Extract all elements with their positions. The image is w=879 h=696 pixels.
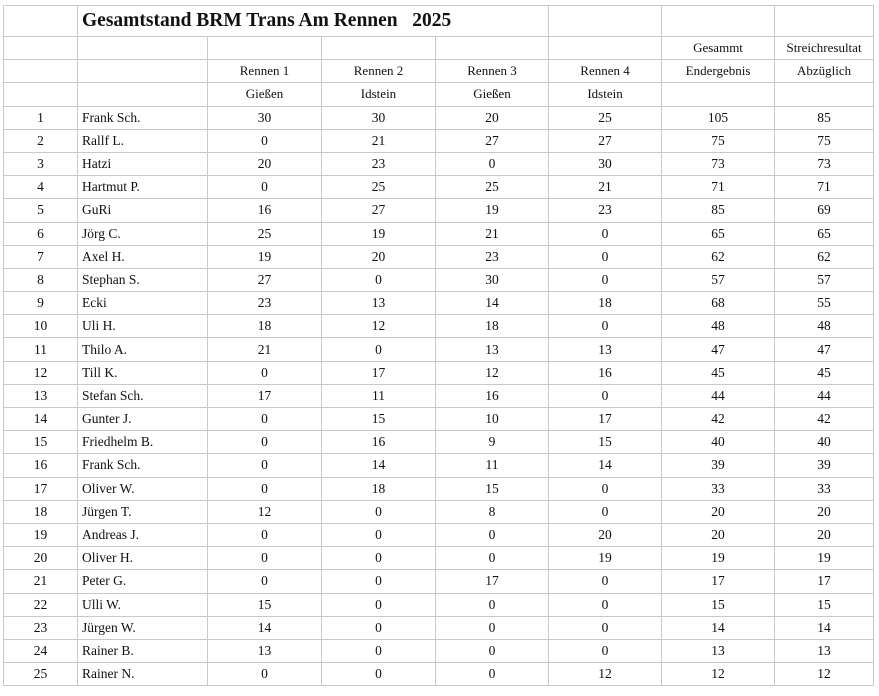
race-4-location[interactable]: Idstein — [549, 83, 662, 106]
race-3-points[interactable]: 8 — [436, 500, 549, 523]
title-row — [4, 6, 874, 37]
rank-cell[interactable]: 6 — [4, 222, 78, 245]
race-3-points[interactable]: 23 — [436, 245, 549, 268]
total-points[interactable]: 75 — [662, 129, 775, 152]
race-3-points[interactable]: 0 — [436, 639, 549, 662]
race-3-points[interactable]: 0 — [436, 547, 549, 570]
name-cell[interactable]: Axel H. — [78, 245, 208, 268]
race-4-points[interactable]: 25 — [549, 106, 662, 129]
table-row — [4, 431, 874, 454]
race-4-points[interactable]: 18 — [549, 292, 662, 315]
name-cell[interactable]: Uli H. — [78, 315, 208, 338]
table-row — [4, 292, 874, 315]
cell[interactable] — [322, 37, 436, 60]
rank-cell[interactable]: 19 — [4, 523, 78, 546]
strike-points[interactable]: 65 — [775, 222, 874, 245]
strike-header-top[interactable]: Streichresultat — [775, 37, 874, 60]
name-cell[interactable]: GuRi — [78, 199, 208, 222]
rank-cell[interactable]: 13 — [4, 384, 78, 407]
cell[interactable] — [549, 37, 662, 60]
race-1-points[interactable]: 30 — [208, 106, 322, 129]
race-3-points[interactable]: 19 — [436, 199, 549, 222]
total-points[interactable]: 15 — [662, 593, 775, 616]
name-cell[interactable]: Ecki — [78, 292, 208, 315]
total-points[interactable]: 42 — [662, 408, 775, 431]
table-row — [4, 454, 874, 477]
race-1-points[interactable]: 18 — [208, 315, 322, 338]
table-row — [4, 268, 874, 291]
race-1-location[interactable]: Gießen — [208, 83, 322, 106]
rank-cell[interactable]: 11 — [4, 338, 78, 361]
table-row — [4, 547, 874, 570]
race-1-points[interactable]: 0 — [208, 523, 322, 546]
race-4-points[interactable]: 19 — [549, 547, 662, 570]
strike-points[interactable]: 69 — [775, 199, 874, 222]
race-3-points[interactable]: 0 — [436, 663, 549, 686]
strike-points[interactable]: 17 — [775, 570, 874, 593]
race-3-points[interactable]: 0 — [436, 523, 549, 546]
race-1-points[interactable]: 0 — [208, 454, 322, 477]
cell[interactable] — [662, 6, 775, 37]
race-4-points[interactable]: 0 — [549, 222, 662, 245]
strike-points[interactable]: 45 — [775, 361, 874, 384]
strike-points[interactable]: 20 — [775, 500, 874, 523]
race-1-points[interactable]: 0 — [208, 477, 322, 500]
race-1-points[interactable]: 16 — [208, 199, 322, 222]
race-4-points[interactable]: 30 — [549, 152, 662, 175]
race-2-points[interactable]: 23 — [322, 152, 436, 175]
total-points[interactable]: 71 — [662, 176, 775, 199]
total-points[interactable]: 12 — [662, 663, 775, 686]
race-1-points[interactable]: 23 — [208, 292, 322, 315]
total-points[interactable]: 20 — [662, 523, 775, 546]
strike-header[interactable]: Abzüglich — [775, 60, 874, 83]
name-cell[interactable]: Stefan Sch. — [78, 384, 208, 407]
name-cell[interactable]: Rallf L. — [78, 129, 208, 152]
race-4-points[interactable]: 14 — [549, 454, 662, 477]
race-2-points[interactable]: 21 — [322, 129, 436, 152]
race-1-points[interactable]: 14 — [208, 616, 322, 639]
total-points[interactable]: 68 — [662, 292, 775, 315]
race-3-points[interactable]: 14 — [436, 292, 549, 315]
total-points[interactable]: 48 — [662, 315, 775, 338]
race-4-points[interactable]: 0 — [549, 639, 662, 662]
cell[interactable] — [549, 6, 662, 37]
race-1-points[interactable]: 0 — [208, 570, 322, 593]
cell[interactable] — [662, 83, 775, 106]
race-2-points[interactable]: 30 — [322, 106, 436, 129]
name-cell[interactable]: Ulli W. — [78, 593, 208, 616]
race-2-points[interactable]: 17 — [322, 361, 436, 384]
race-4-points[interactable]: 0 — [549, 593, 662, 616]
race-4-points[interactable]: 15 — [549, 431, 662, 454]
strike-points[interactable]: 75 — [775, 129, 874, 152]
rank-cell[interactable]: 3 — [4, 152, 78, 175]
table-row — [4, 593, 874, 616]
race-4-points[interactable]: 21 — [549, 176, 662, 199]
table-row — [4, 570, 874, 593]
race-3-points[interactable]: 16 — [436, 384, 549, 407]
race-2-points[interactable]: 12 — [322, 315, 436, 338]
race-1-points[interactable]: 12 — [208, 500, 322, 523]
total-points[interactable]: 47 — [662, 338, 775, 361]
race-3-points[interactable]: 9 — [436, 431, 549, 454]
total-points[interactable]: 65 — [662, 222, 775, 245]
race-4-points[interactable]: 0 — [549, 268, 662, 291]
strike-points[interactable]: 12 — [775, 663, 874, 686]
race-3-points[interactable]: 0 — [436, 593, 549, 616]
total-header[interactable]: Endergebnis — [662, 60, 775, 83]
total-points[interactable]: 13 — [662, 639, 775, 662]
total-header-top[interactable]: Gesammt — [662, 37, 775, 60]
race-1-points[interactable]: 15 — [208, 593, 322, 616]
strike-points[interactable]: 42 — [775, 408, 874, 431]
total-points[interactable]: 20 — [662, 500, 775, 523]
rank-cell[interactable]: 2 — [4, 129, 78, 152]
rank-cell[interactable]: 9 — [4, 292, 78, 315]
table-row — [4, 639, 874, 662]
header-row-1 — [4, 37, 874, 60]
strike-points[interactable]: 62 — [775, 245, 874, 268]
strike-points[interactable]: 14 — [775, 616, 874, 639]
race-1-header[interactable]: Rennen 1 — [208, 60, 322, 83]
race-1-points[interactable]: 0 — [208, 361, 322, 384]
race-2-points[interactable]: 13 — [322, 292, 436, 315]
race-1-points[interactable]: 19 — [208, 245, 322, 268]
race-2-points[interactable]: 0 — [322, 570, 436, 593]
title-text: Gesamtstand BRM Trans Am Rennen — [82, 10, 398, 31]
title-year: 2025 — [412, 10, 452, 31]
name-cell[interactable]: Oliver W. — [78, 477, 208, 500]
total-points[interactable]: 85 — [662, 199, 775, 222]
name-cell[interactable]: Rainer N. — [78, 663, 208, 686]
race-1-points[interactable]: 0 — [208, 408, 322, 431]
total-points[interactable]: 45 — [662, 361, 775, 384]
strike-points[interactable]: 55 — [775, 292, 874, 315]
race-1-points[interactable]: 0 — [208, 176, 322, 199]
rank-cell[interactable]: 10 — [4, 315, 78, 338]
total-points[interactable]: 44 — [662, 384, 775, 407]
race-2-points[interactable]: 27 — [322, 199, 436, 222]
table-row — [4, 129, 874, 152]
race-1-points[interactable]: 25 — [208, 222, 322, 245]
total-points[interactable]: 62 — [662, 245, 775, 268]
race-2-points[interactable]: 11 — [322, 384, 436, 407]
header-row-3 — [4, 83, 874, 106]
race-2-points[interactable]: 0 — [322, 523, 436, 546]
name-cell[interactable]: Jörg C. — [78, 222, 208, 245]
race-1-points[interactable]: 0 — [208, 663, 322, 686]
rank-cell[interactable]: 16 — [4, 454, 78, 477]
cell[interactable] — [78, 60, 208, 83]
total-points[interactable]: 105 — [662, 106, 775, 129]
table-row — [4, 338, 874, 361]
race-2-points[interactable]: 0 — [322, 338, 436, 361]
strike-points[interactable]: 15 — [775, 593, 874, 616]
strike-points[interactable]: 57 — [775, 268, 874, 291]
race-3-points[interactable]: 20 — [436, 106, 549, 129]
name-cell[interactable]: Hartmut P. — [78, 176, 208, 199]
race-3-points[interactable]: 18 — [436, 315, 549, 338]
name-cell[interactable]: Stephan S. — [78, 268, 208, 291]
race-4-points[interactable]: 16 — [549, 361, 662, 384]
total-points[interactable]: 39 — [662, 454, 775, 477]
total-points[interactable]: 40 — [662, 431, 775, 454]
race-4-points[interactable]: 0 — [549, 477, 662, 500]
race-3-points[interactable]: 25 — [436, 176, 549, 199]
race-3-points[interactable]: 30 — [436, 268, 549, 291]
race-4-header[interactable]: Rennen 4 — [549, 60, 662, 83]
strike-points[interactable]: 48 — [775, 315, 874, 338]
cell[interactable] — [4, 37, 78, 60]
table-row — [4, 152, 874, 175]
rank-cell[interactable]: 15 — [4, 431, 78, 454]
rank-cell[interactable]: 18 — [4, 500, 78, 523]
rank-cell[interactable]: 7 — [4, 245, 78, 268]
strike-points[interactable]: 40 — [775, 431, 874, 454]
race-1-points[interactable]: 20 — [208, 152, 322, 175]
name-cell[interactable]: Thilo A. — [78, 338, 208, 361]
race-1-points[interactable]: 0 — [208, 547, 322, 570]
name-cell[interactable]: Jürgen W. — [78, 616, 208, 639]
race-3-points[interactable]: 17 — [436, 570, 549, 593]
rank-cell[interactable]: 1 — [4, 106, 78, 129]
race-2-points[interactable]: 16 — [322, 431, 436, 454]
race-1-points[interactable]: 27 — [208, 268, 322, 291]
strike-points[interactable]: 44 — [775, 384, 874, 407]
race-4-points[interactable]: 0 — [549, 245, 662, 268]
race-4-points[interactable]: 0 — [549, 616, 662, 639]
race-4-points[interactable]: 20 — [549, 523, 662, 546]
cell[interactable] — [775, 6, 874, 37]
total-points[interactable]: 33 — [662, 477, 775, 500]
name-cell[interactable]: Till K. — [78, 361, 208, 384]
rank-cell[interactable]: 8 — [4, 268, 78, 291]
rank-cell[interactable]: 25 — [4, 663, 78, 686]
cell[interactable] — [775, 83, 874, 106]
race-1-points[interactable]: 17 — [208, 384, 322, 407]
race-2-points[interactable]: 0 — [322, 593, 436, 616]
cell[interactable] — [4, 6, 78, 37]
race-3-points[interactable]: 27 — [436, 129, 549, 152]
name-cell[interactable]: Hatzi — [78, 152, 208, 175]
race-4-points[interactable]: 0 — [549, 570, 662, 593]
table-row — [4, 523, 874, 546]
table-row — [4, 245, 874, 268]
name-cell[interactable]: Oliver H. — [78, 547, 208, 570]
race-2-points[interactable]: 0 — [322, 639, 436, 662]
race-1-points[interactable]: 0 — [208, 431, 322, 454]
table-row — [4, 477, 874, 500]
race-2-points[interactable]: 0 — [322, 616, 436, 639]
strike-points[interactable]: 19 — [775, 547, 874, 570]
race-2-points[interactable]: 19 — [322, 222, 436, 245]
rank-cell[interactable]: 23 — [4, 616, 78, 639]
cell[interactable] — [4, 83, 78, 106]
race-4-points[interactable]: 27 — [549, 129, 662, 152]
cell[interactable] — [78, 83, 208, 106]
race-4-points[interactable]: 17 — [549, 408, 662, 431]
rank-cell[interactable]: 22 — [4, 593, 78, 616]
race-2-points[interactable]: 0 — [322, 500, 436, 523]
race-3-points[interactable]: 21 — [436, 222, 549, 245]
name-cell[interactable]: Rainer B. — [78, 639, 208, 662]
race-2-points[interactable]: 0 — [322, 268, 436, 291]
race-4-points[interactable]: 0 — [549, 315, 662, 338]
race-1-points[interactable]: 0 — [208, 129, 322, 152]
race-2-points[interactable]: 18 — [322, 477, 436, 500]
total-points[interactable]: 19 — [662, 547, 775, 570]
sheet-title[interactable] — [78, 6, 549, 37]
rank-cell[interactable]: 21 — [4, 570, 78, 593]
header-row-2 — [4, 60, 874, 83]
name-cell[interactable]: Peter G. — [78, 570, 208, 593]
name-cell[interactable]: Jürgen T. — [78, 500, 208, 523]
cell[interactable] — [78, 37, 208, 60]
race-3-points[interactable]: 11 — [436, 454, 549, 477]
table-row — [4, 222, 874, 245]
table-row — [4, 106, 874, 129]
cell[interactable] — [4, 60, 78, 83]
table-row — [4, 199, 874, 222]
rank-cell[interactable]: 24 — [4, 639, 78, 662]
rank-cell[interactable]: 14 — [4, 408, 78, 431]
name-cell[interactable]: Andreas J. — [78, 523, 208, 546]
race-2-points[interactable]: 20 — [322, 245, 436, 268]
strike-points[interactable]: 13 — [775, 639, 874, 662]
rank-cell[interactable]: 12 — [4, 361, 78, 384]
race-3-header[interactable]: Rennen 3 — [436, 60, 549, 83]
total-points[interactable]: 73 — [662, 152, 775, 175]
race-3-points[interactable]: 0 — [436, 616, 549, 639]
strike-points[interactable]: 47 — [775, 338, 874, 361]
race-2-points[interactable]: 14 — [322, 454, 436, 477]
race-2-points[interactable]: 0 — [322, 663, 436, 686]
strike-points[interactable]: 85 — [775, 106, 874, 129]
table-row — [4, 384, 874, 407]
race-2-points[interactable]: 15 — [322, 408, 436, 431]
total-points[interactable]: 57 — [662, 268, 775, 291]
race-4-points[interactable]: 23 — [549, 199, 662, 222]
race-4-points[interactable]: 0 — [549, 384, 662, 407]
race-4-points[interactable]: 13 — [549, 338, 662, 361]
name-cell[interactable]: Friedhelm B. — [78, 431, 208, 454]
race-4-points[interactable]: 12 — [549, 663, 662, 686]
strike-points[interactable]: 73 — [775, 152, 874, 175]
strike-points[interactable]: 20 — [775, 523, 874, 546]
race-3-points[interactable]: 12 — [436, 361, 549, 384]
table-row — [4, 616, 874, 639]
strike-points[interactable]: 71 — [775, 176, 874, 199]
race-3-points[interactable]: 0 — [436, 152, 549, 175]
race-4-points[interactable]: 0 — [549, 500, 662, 523]
race-1-points[interactable]: 21 — [208, 338, 322, 361]
rank-cell[interactable]: 17 — [4, 477, 78, 500]
table-row — [4, 361, 874, 384]
total-points[interactable]: 14 — [662, 616, 775, 639]
standings-table — [3, 5, 874, 686]
strike-points[interactable]: 33 — [775, 477, 874, 500]
race-3-points[interactable]: 13 — [436, 338, 549, 361]
name-cell[interactable]: Frank Sch. — [78, 106, 208, 129]
race-3-location[interactable]: Gießen — [436, 83, 549, 106]
cell[interactable] — [208, 37, 322, 60]
rank-cell[interactable]: 4 — [4, 176, 78, 199]
table-row — [4, 500, 874, 523]
name-cell[interactable]: Gunter J. — [78, 408, 208, 431]
cell[interactable] — [436, 37, 549, 60]
race-2-points[interactable]: 25 — [322, 176, 436, 199]
table-row — [4, 408, 874, 431]
race-2-points[interactable]: 0 — [322, 547, 436, 570]
rank-cell[interactable]: 20 — [4, 547, 78, 570]
race-3-points[interactable]: 10 — [436, 408, 549, 431]
race-2-location[interactable]: Idstein — [322, 83, 436, 106]
strike-points[interactable]: 39 — [775, 454, 874, 477]
race-1-points[interactable]: 13 — [208, 639, 322, 662]
name-cell[interactable]: Frank Sch. — [78, 454, 208, 477]
race-2-header[interactable]: Rennen 2 — [322, 60, 436, 83]
rank-cell[interactable]: 5 — [4, 199, 78, 222]
table-row — [4, 315, 874, 338]
table-row — [4, 663, 874, 686]
race-3-points[interactable]: 15 — [436, 477, 549, 500]
table-row — [4, 176, 874, 199]
total-points[interactable]: 17 — [662, 570, 775, 593]
